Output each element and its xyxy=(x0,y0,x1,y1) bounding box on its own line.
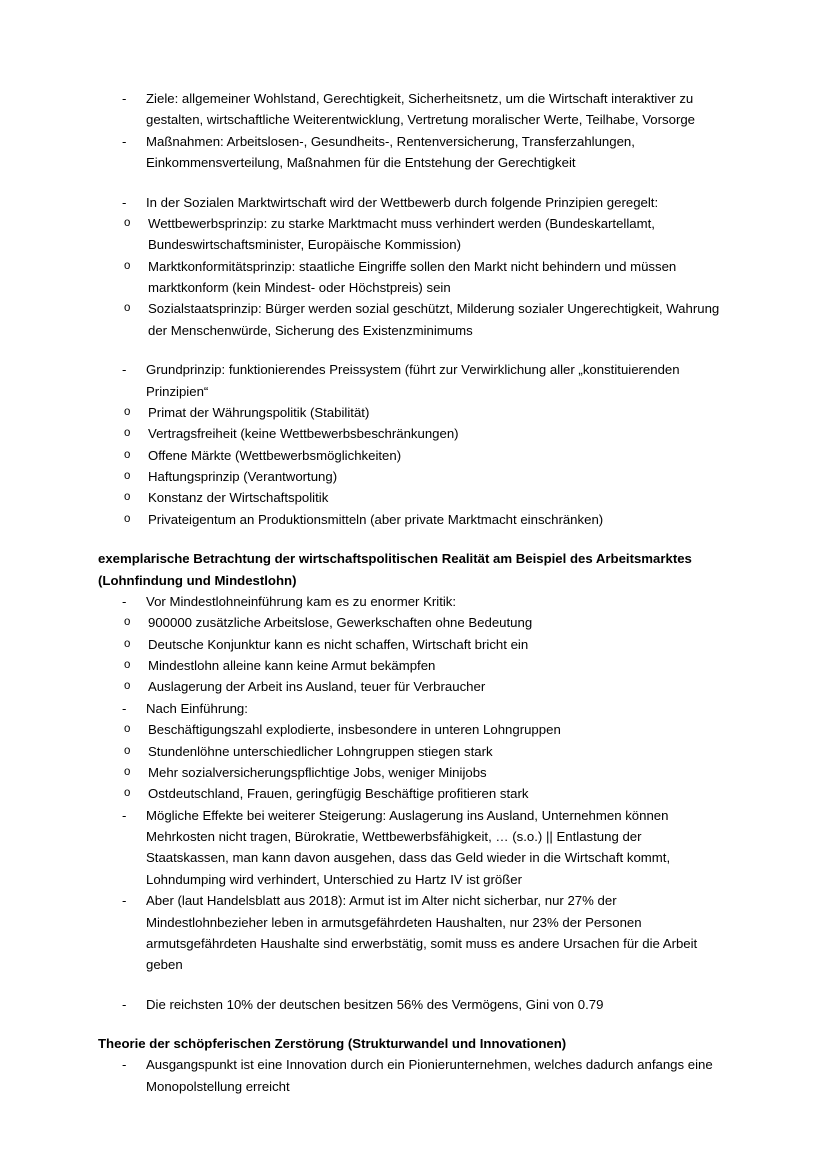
section-heading-arbeitsmarkt: exemplarische Betrachtung der wirtschaftspolitischen Realität am Beispiel des Arbeitsmarktes (Lohnfindung und Mindestlohn) xyxy=(98,551,692,588)
list-item: o Mehr sozialversicherungspflichtige Jobs, weniger Minijobs xyxy=(98,762,720,783)
list-item: o Konstanz der Wirtschaftspolitik xyxy=(98,487,720,508)
list-item: o Wettbewerbsprinzip: zu starke Marktmacht muss verhindert werden (Bundeskartellamt, Bundeswirtschaftsminister, Europäische Kommission) xyxy=(98,213,720,256)
list-item: o Deutsche Konjunktur kann es nicht schaffen, Wirtschaft bricht ein xyxy=(98,634,720,655)
list-item: o Primat der Währungspolitik (Stabilität) xyxy=(98,402,720,423)
spacer xyxy=(98,530,720,548)
sublist-arbeitsmarkt-nach xyxy=(98,719,720,805)
list-item: - In der Sozialen Marktwirtschaft wird der Wettbewerb durch folgende Prinzipien geregelt: xyxy=(98,192,720,213)
sublist-wettbewerb xyxy=(98,213,720,341)
list-item: - Vor Mindestlohneinführung kam es zu enormer Kritik: xyxy=(98,591,720,612)
list-item: - Ausgangspunkt ist eine Innovation durch ein Pionierunternehmen, welches dadurch anfangs eine Monopolstellung erreicht xyxy=(98,1054,720,1097)
list-item: o Haftungsprinzip (Verantwortung) xyxy=(98,466,720,487)
list-item: - Die reichsten 10% der deutschen besitzen 56% des Vermögens, Gini von 0.79 xyxy=(98,994,720,1015)
list-item: - Ziele: allgemeiner Wohlstand, Gerechtigkeit, Sicherheitsnetz, um die Wirtschaft interaktiver zu gestalten, wirtschaftliche Weiterentwicklung, Vertretung moralischer Werte, Teilhabe, Vorsorge xyxy=(98,88,720,131)
list-item: - Maßnahmen: Arbeitslosen-, Gesundheits-, Rentenversicherung, Transferzahlungen, Einkommensverteilung, Maßnahmen für die Entstehung der Gerechtigkeit xyxy=(98,131,720,174)
list-item: - Grundprinzip: funktionierendes Preissystem (führt zur Verwirklichung aller „konstituierenden Prinzipien“ xyxy=(98,359,720,402)
spacer xyxy=(98,976,720,994)
list-item: o Vertragsfreiheit (keine Wettbewerbsbeschränkungen) xyxy=(98,423,720,444)
list-item: o Offene Märkte (Wettbewerbsmöglichkeiten) xyxy=(98,445,720,466)
list-item: o Sozialstaatsprinzip: Bürger werden sozial geschützt, Milderung sozialer Ungerechtigkeit, Wahrung der Menschenwürde, Sicherung des Existenzminimums xyxy=(98,298,720,341)
list-item: o Stundenlöhne unterschiedlicher Lohngruppen stiegen stark xyxy=(98,741,720,762)
list-item: o Mindestlohn alleine kann keine Armut bekämpfen xyxy=(98,655,720,676)
list-arbeitsmarkt-vor xyxy=(98,591,720,612)
list-wettbewerb xyxy=(98,192,720,213)
spacer xyxy=(98,341,720,359)
list-item: o Ostdeutschland, Frauen, geringfügig Beschäftige profitieren stark xyxy=(98,783,720,804)
list-item: - Nach Einführung: xyxy=(98,698,720,719)
list-arbeitsmarkt-effekte xyxy=(98,805,720,976)
list-grundprinzip xyxy=(98,359,720,402)
document-body xyxy=(98,88,720,1097)
list-item: o Privateigentum an Produktionsmitteln (aber private Marktmacht einschränken) xyxy=(98,509,720,530)
list-item: o Auslagerung der Arbeit ins Ausland, teuer für Verbraucher xyxy=(98,676,720,697)
list-item: - Mögliche Effekte bei weiterer Steigerung: Auslagerung ins Ausland, Unternehmen können Mehrkosten nicht tragen, Bürokratie, Wettbewerbsfähigkeit, … (s.o.) || Entlastung der Staatskassen, man kann davon ausgehen, dass das Geld wieder in die Wirtschaft kommt, Lohndumping wird verhindert, Unterschied zu Hartz IV ist größer xyxy=(98,805,720,891)
list-item: - Aber (laut Handelsblatt aus 2018): Armut ist im Alter nicht sicherbar, nur 27% der Mindestlohnbezieher leben in armutsgefährdeten Haushalten, nur 23% der Personen armutsgefährdeten Haushalte sind erwerbstätig, somit muss es andere Ursachen für die Arbeit geben xyxy=(98,890,720,976)
list-item: o 900000 zusätzliche Arbeitslose, Gewerkschaften ohne Bedeutung xyxy=(98,612,720,633)
spacer xyxy=(98,174,720,192)
list-ziele xyxy=(98,88,720,174)
sublist-arbeitsmarkt-vor xyxy=(98,612,720,698)
spacer xyxy=(98,1015,720,1033)
list-vermoegen xyxy=(98,994,720,1015)
list-item: o Marktkonformitätsprinzip: staatliche Eingriffe sollen den Markt nicht behindern und müssen marktkonform (kein Mindest- oder Höchstpreis) sein xyxy=(98,256,720,299)
list-item: o Beschäftigungszahl explodierte, insbesondere in unteren Lohngruppen xyxy=(98,719,720,740)
list-zerstoerung xyxy=(98,1054,720,1097)
section-heading-zerstoerung: Theorie der schöpferischen Zerstörung (Strukturwandel und Innovationen) xyxy=(98,1036,567,1051)
sublist-grundprinzip xyxy=(98,402,720,530)
list-arbeitsmarkt-nach xyxy=(98,698,720,719)
